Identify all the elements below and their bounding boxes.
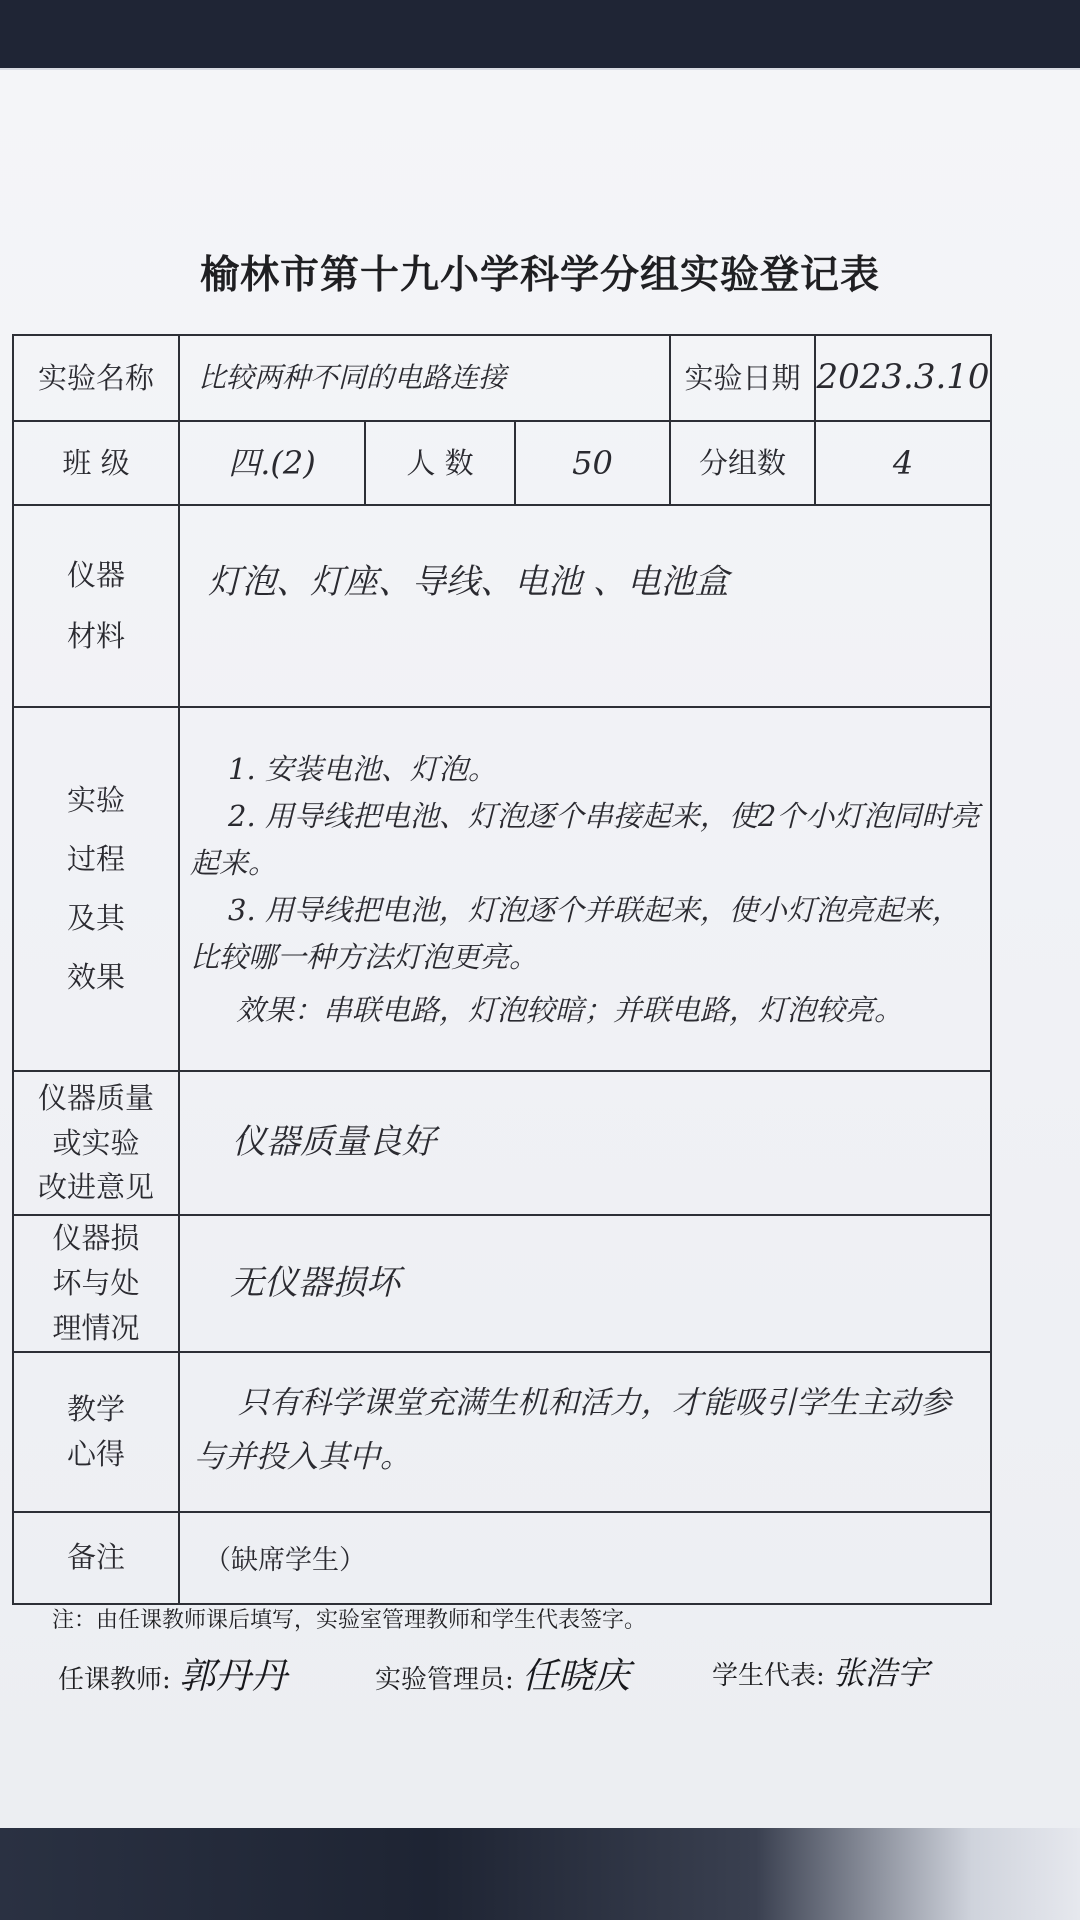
registration-table [12, 334, 992, 1605]
experiment-date-label: 实验日期 [670, 335, 815, 421]
teacher-label: 任课教师: [58, 1665, 171, 1695]
people-count-value[interactable]: 50 [515, 421, 670, 505]
group-count-value[interactable]: 4 [815, 421, 991, 505]
experiment-name-label: 实验名称 [13, 335, 179, 421]
experiment-date-value[interactable]: 2023.3.10 [815, 335, 991, 421]
student-signature[interactable]: 张浩宇 [833, 1654, 930, 1692]
reflection-value[interactable]: 只有科学课堂充满生机和活力，才能吸引学生主动参与并投入其中。 [179, 1352, 991, 1512]
row-process [13, 707, 991, 1071]
remarks-label: 备注 [13, 1512, 179, 1604]
experiment-name-value[interactable]: 比较两种不同的电路连接 [179, 335, 670, 421]
class-label: 班 级 [13, 421, 179, 505]
quality-label-line2: 或实验 [52, 1125, 140, 1160]
reflection-label [13, 1352, 179, 1512]
damage-value[interactable]: 无仪器损坏 [179, 1215, 991, 1352]
form-title: 榆林市第十九小学科学分组实验登记表 [199, 253, 880, 298]
row-remarks [13, 1512, 991, 1604]
process-step-3: 3. 用导线把电池，灯泡逐个并联起来，使小灯泡亮起来，比较哪一种方法灯泡更亮。 [190, 893, 961, 974]
materials-label [13, 505, 179, 707]
quality-value[interactable]: 仪器质量良好 [179, 1071, 991, 1215]
process-label-line4: 效果 [66, 959, 125, 994]
background-bottom [0, 1828, 1080, 1920]
materials-label-line1: 仪器 [66, 558, 125, 593]
admin-signature-line [375, 1648, 630, 1699]
damage-label-line1: 仪器损 [52, 1221, 140, 1255]
process-effect: 效果：串联电路，灯泡较暗；并联电路，灯泡较亮。 [236, 992, 904, 1027]
materials-value[interactable]: 灯泡、灯座、导线、电池 、电池盒 [179, 505, 991, 707]
row-reflection [13, 1352, 991, 1512]
process-label-line1: 实验 [66, 783, 125, 818]
damage-label [13, 1215, 179, 1352]
row-experiment-name [13, 335, 991, 421]
process-label-line2: 过程 [66, 842, 125, 877]
row-class-info [13, 421, 991, 505]
damage-label-line3: 理情况 [52, 1310, 140, 1345]
footer-note: 注：由任课教师课后填写，实验室管理教师和学生代表签字。 [52, 1608, 647, 1633]
people-count-label: 人 数 [365, 421, 515, 505]
process-step-1: 1. 安装电池、灯泡。 [228, 752, 497, 787]
process-label-line3: 及其 [66, 901, 125, 935]
row-damage [13, 1215, 991, 1352]
quality-label-line3: 改进意见 [37, 1170, 154, 1205]
reflection-label-line2: 心得 [66, 1436, 125, 1471]
quality-label-line1: 仪器质量 [37, 1080, 154, 1115]
background-top [0, 0, 1080, 70]
remarks-value[interactable]: （缺席学生） [179, 1512, 991, 1604]
quality-label [13, 1071, 179, 1215]
damage-label-line2: 坏与处 [52, 1265, 140, 1300]
process-value[interactable] [179, 707, 991, 1071]
admin-label: 实验管理员: [375, 1665, 514, 1695]
admin-signature[interactable]: 任晓庆 [522, 1656, 631, 1697]
materials-label-line2: 材料 [66, 619, 125, 653]
process-label [13, 707, 179, 1071]
teacher-signature-line [58, 1648, 287, 1699]
student-signature-line [712, 1648, 929, 1694]
reflection-label-line1: 教学 [66, 1391, 125, 1426]
class-value[interactable]: 四.(2) [179, 421, 365, 505]
row-materials [13, 505, 991, 707]
group-count-label: 分组数 [670, 421, 815, 505]
process-step-2: 2. 用导线把电池、灯泡逐个串接起来，使2个小灯泡同时亮起来。 [190, 799, 980, 881]
row-quality [13, 1071, 991, 1215]
teacher-signature[interactable]: 郭丹丹 [179, 1656, 288, 1697]
student-label: 学生代表: [712, 1661, 825, 1691]
